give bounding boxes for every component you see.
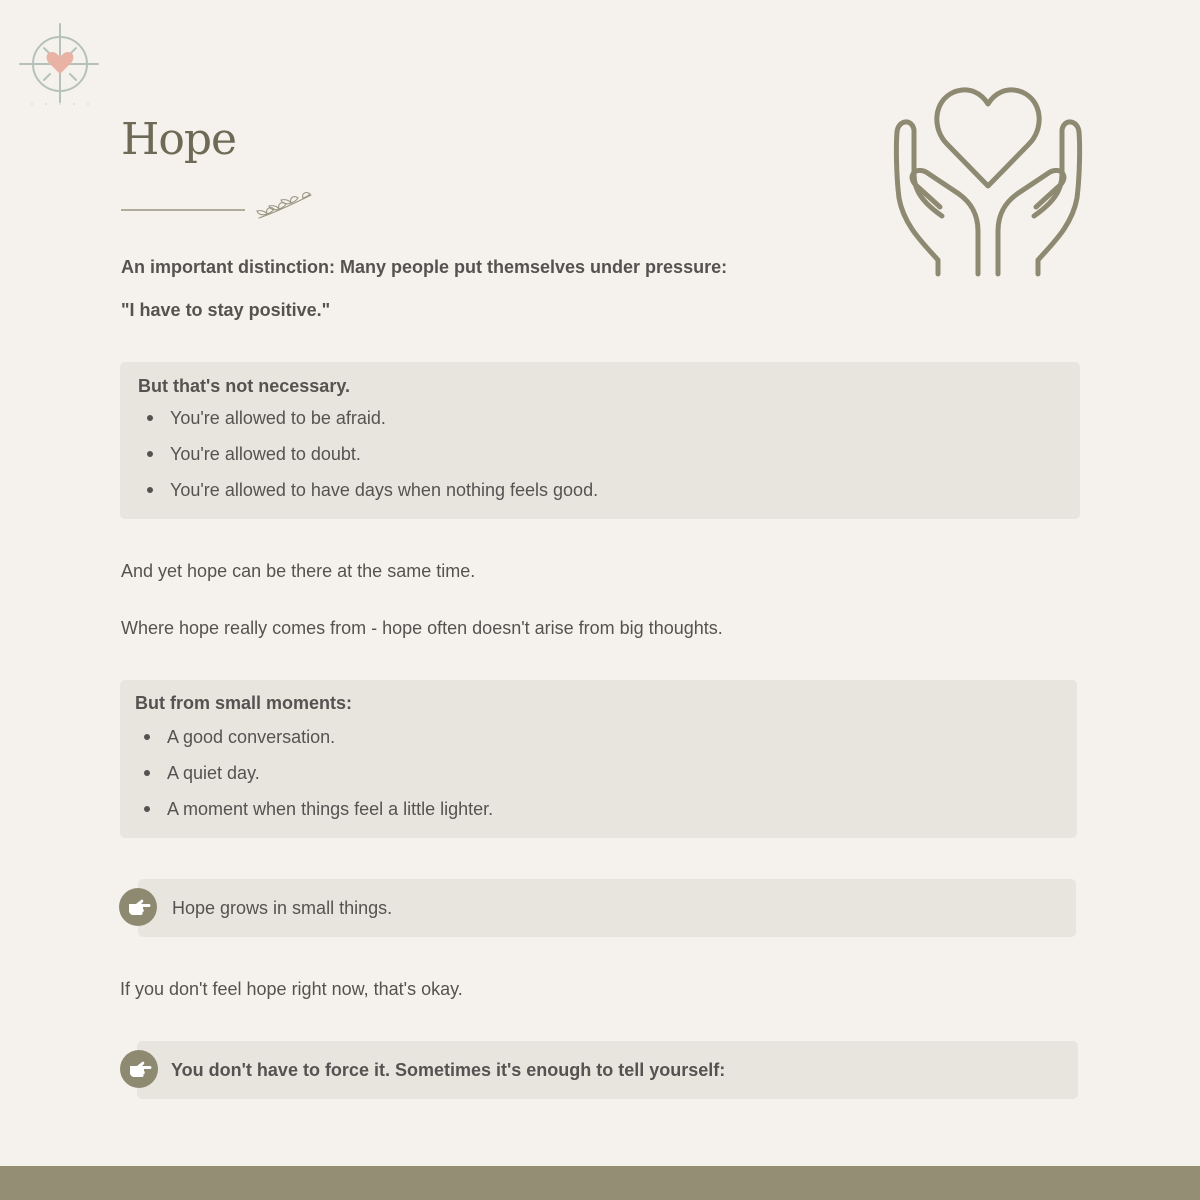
list-item bbox=[138, 406, 1062, 442]
footer-bar bbox=[0, 1166, 1200, 1200]
allowed-list bbox=[138, 406, 1062, 514]
callout-force-it bbox=[137, 1041, 1078, 1099]
title-divider bbox=[121, 192, 317, 222]
list-item-text: You're allowed to have days when nothing feels good. bbox=[170, 480, 599, 500]
bullet bbox=[144, 806, 150, 812]
page-title: Hope bbox=[121, 114, 237, 165]
list-item bbox=[138, 478, 1062, 514]
compass-heart-icon bbox=[18, 22, 102, 106]
leaf-sprig-icon bbox=[257, 193, 311, 218]
bullet bbox=[147, 415, 153, 421]
bullet bbox=[147, 451, 153, 457]
intro-line-1: An important distinction: Many people put themselves under pressure: bbox=[121, 257, 728, 277]
list-item-text: A good conversation. bbox=[167, 727, 336, 747]
list-item bbox=[135, 761, 1062, 797]
list-item bbox=[135, 797, 1062, 833]
callout-text: You don't have to force it. Sometimes it's enough to tell yourself: bbox=[171, 1060, 726, 1080]
list-item bbox=[138, 442, 1062, 478]
list-item-text: A quiet day. bbox=[167, 763, 260, 783]
paragraph-where-hope-comes-from: Where hope really comes from - hope often doesn't arise from big thoughts. bbox=[121, 618, 723, 638]
box-title: But that's not necessary. bbox=[138, 376, 351, 396]
list-item-text: You're allowed to be afraid. bbox=[170, 408, 386, 428]
box-title: But from small moments: bbox=[135, 693, 353, 713]
list-item bbox=[135, 725, 1062, 761]
pointing-hand-icon bbox=[119, 888, 157, 926]
paragraph-hope-same-time: And yet hope can be there at the same time. bbox=[121, 561, 476, 581]
pointing-hand-icon bbox=[120, 1050, 158, 1088]
info-box-not-necessary bbox=[120, 362, 1080, 519]
bullet bbox=[147, 487, 153, 493]
callout-hope-grows bbox=[138, 879, 1076, 937]
info-box-small-moments bbox=[120, 680, 1077, 838]
list-item-text: A moment when things feel a little lighter. bbox=[167, 799, 494, 819]
paragraph-okay: If you don't feel hope right now, that's okay. bbox=[120, 979, 463, 999]
hands-holding-heart-icon bbox=[890, 86, 1086, 280]
list-item-text: You're allowed to doubt. bbox=[170, 444, 361, 464]
bullet bbox=[144, 734, 150, 740]
small-moments-list bbox=[135, 725, 1062, 833]
bullet bbox=[144, 770, 150, 776]
intro-line-2: "I have to stay positive." bbox=[121, 300, 331, 320]
callout-text: Hope grows in small things. bbox=[172, 898, 393, 918]
